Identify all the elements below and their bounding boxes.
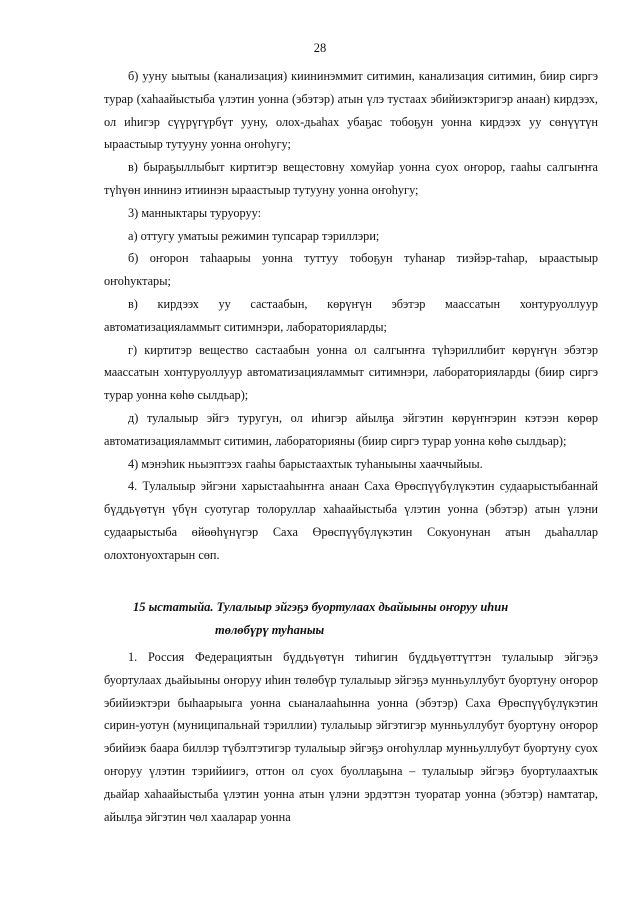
paragraph: а) оттугу уматыы режимин тупсарар тэриллэри; bbox=[128, 228, 380, 243]
paragraph: г) киртитэр вещество састаабын уонна ол салгыҥҥа түһэриллибит көрүҥүн эбэтэр маассатын хонтуруоллуур автоматизацияламмыт ситимнэри, лабораторияларды (биир сиргэ турар уонна көһө сылдьар); bbox=[104, 342, 598, 403]
article-body-top bbox=[104, 65, 598, 567]
paragraph: в) быраҕыллыбыт киртитэр вещестовну хомуйар уонна суох оҥорор, гааһы салгыҥҥа түһүөн иннинэ итиинэн ыраастыыр тутууну уонна оҥоһугу; bbox=[104, 160, 598, 197]
paragraph: б) ууну ыытыы (канализация) киининэммит ситимин, канализация ситимин, биир сиргэ турар (хаһаайыстыба үлэтин уонна (эбэтэр) атын үлэ тустаах эбийиэктэригэр анаан) кирдээх, ол иһигэр сүүрүгүрбүт ууну, олох-дьаһах убаҕас тобоҕун уонна кирдээх уу сөнүүтүн ыраастыыр тутууну уонна оҥоһугу; bbox=[104, 69, 598, 152]
heading-line-2: төлөбүрү туһаныы bbox=[215, 623, 325, 637]
paragraph: 4) мэнэһик ньыэптээх гааһы барыстаахтык туһаныыны хааччыйыы. bbox=[128, 456, 483, 471]
heading-line-1: 15 ыстатыйа. Тулалыыр эйгэҕэ буортулаах дьайыыны оҥоруу иһин bbox=[133, 600, 509, 614]
paragraph: б) оҥорон таһаарыы уонна туттуу тобоҕун туһанар тиэйэр-таһар, ыраастыыр оҥоһуктары; bbox=[104, 251, 598, 289]
paragraph: 4. Тулалыыр эйгэни харыстааһыҥҥа анаан Саха Өрөспүүбүлүкэтин судаарыстыбаннай бүддьүөтүн үбүн суотугар толоруллар хаһаайыстыба үлэтин уонна (эбэтэр) атын үлэни судаарыстыба өйөөһүнүгэр Саха Өрөспүүбүлүкэтин Сокуонунан атын дьаһаллар олохтонуохтарын сөп. bbox=[104, 479, 598, 562]
paragraph: 3) манныктары туруоруу: bbox=[128, 205, 262, 220]
paragraph: 1. Россия Федерациятын бүддьүөтүн тиһигин бүддьүөттүттэн тулалыыр эйгэҕэ буортулаах дьайыыны оҥоруу иһин төлөбүр тулалыыр эйгэҕэ мунньуллубут буортуну оҥорор эбийиэктэри быһаарыыга уонна сыаналааһынна уонна (эбэтэр) Саха Өрөспүүбүлүкэтин сирин-уотун (муниципальнай тэриллии) тулалыыр эйгэтигэр мунньуллубут буортуну оҥорор эбийиэк баара биллэр түбэлтэтигэр тулалыыр эйгэҕэ оҥоһуллар мунньуллубут буортуну суох оҥоруу үлэтин тэрийиигэ, оттон ол суох буоллаҕына – тулалыыр эйгэҕэ буортулаахтык дьайар хаһаайыстыба үлэтин уонна атын үлэни эрдэттэн туоратар уонна (эбэтэр) намтатар, айылҕа эйгэтин чөл хааларар уонна bbox=[104, 650, 598, 824]
page-number: 28 bbox=[313, 41, 327, 55]
paragraph: в) кирдээх уу састаабын, көрүҥүн эбэтэр маассатын хонтуруоллуур автоматизацияламмыт ситимнэри, лабораторияларды; bbox=[104, 296, 598, 334]
paragraph: д) тулалыыр эйгэ туругун, ол иһигэр айылҕа эйгэтин көрүҥҥэрин кэтээн көрөр автоматизацияламмыт ситимин, лабораторияны (биир сиргэ турар уонна көһө сылдьар); bbox=[104, 410, 598, 448]
article-heading bbox=[104, 596, 598, 642]
article-body-bottom bbox=[104, 646, 598, 828]
